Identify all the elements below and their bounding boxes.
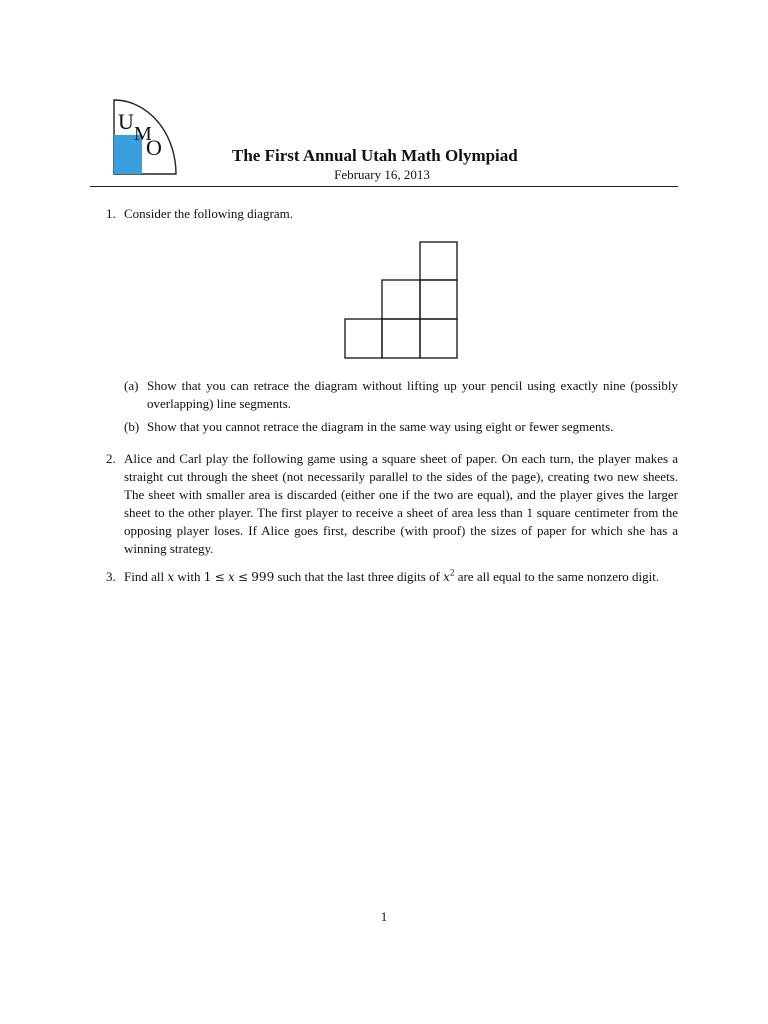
problem-3-number: 3. (106, 569, 116, 584)
diagram-cell (345, 319, 382, 358)
diagram-cell (420, 319, 457, 358)
problem-1b-label: (b) (124, 419, 140, 434)
diagram-cell (382, 319, 420, 358)
logo-letter-o: O (146, 135, 162, 160)
problem-1-number: 1. (106, 206, 116, 221)
umo-logo (108, 98, 180, 176)
diagram-cell (420, 242, 457, 280)
logo-letter-u: U (118, 109, 134, 134)
problem-3-text: Find all x with 1 ≤ x ≤ 999 such that the last three digits of $x^2$ are all equal to the same nonzero digit. (124, 567, 660, 584)
diagram-cell (382, 280, 420, 319)
problem-1a-label: (a) (124, 378, 139, 393)
staircase-diagram (344, 241, 459, 359)
problem-1b-text: Show that you cannot retrace the diagram in the same way using eight or fewer segments. (147, 419, 614, 434)
page-title: The First Annual Utah Math Olympiad (232, 146, 518, 165)
page-number: 1 (380, 909, 388, 924)
problem-2-number: 2. (106, 451, 116, 466)
logo-letter-m: M (134, 123, 152, 145)
problem-2-text: Alice and Carl play the following game using a square sheet of paper. On each turn, the player makes a straight cut through the sheet (not necessarily parallel to the sides of the page), creating two new sheets. The sheet with smaller area is discarded (either one if the two are equal), and the player gives the larger sheet to the other player. The first player to receive a sheet of area less than 1 square centimeter from the opposing player loses. If Alice goes first, describe (with proof) the sizes of paper for which she has a winning strategy. (124, 451, 678, 556)
problem-1a-text: Show that you can retrace the diagram without lifting up your pencil using exactly nine (possibly overlapping) line segments. (147, 378, 678, 411)
date: February 16, 2013 (334, 167, 430, 182)
problem-1-text: Consider the following diagram. (124, 206, 293, 221)
header-rule (90, 186, 678, 187)
diagram-cell (420, 280, 457, 319)
